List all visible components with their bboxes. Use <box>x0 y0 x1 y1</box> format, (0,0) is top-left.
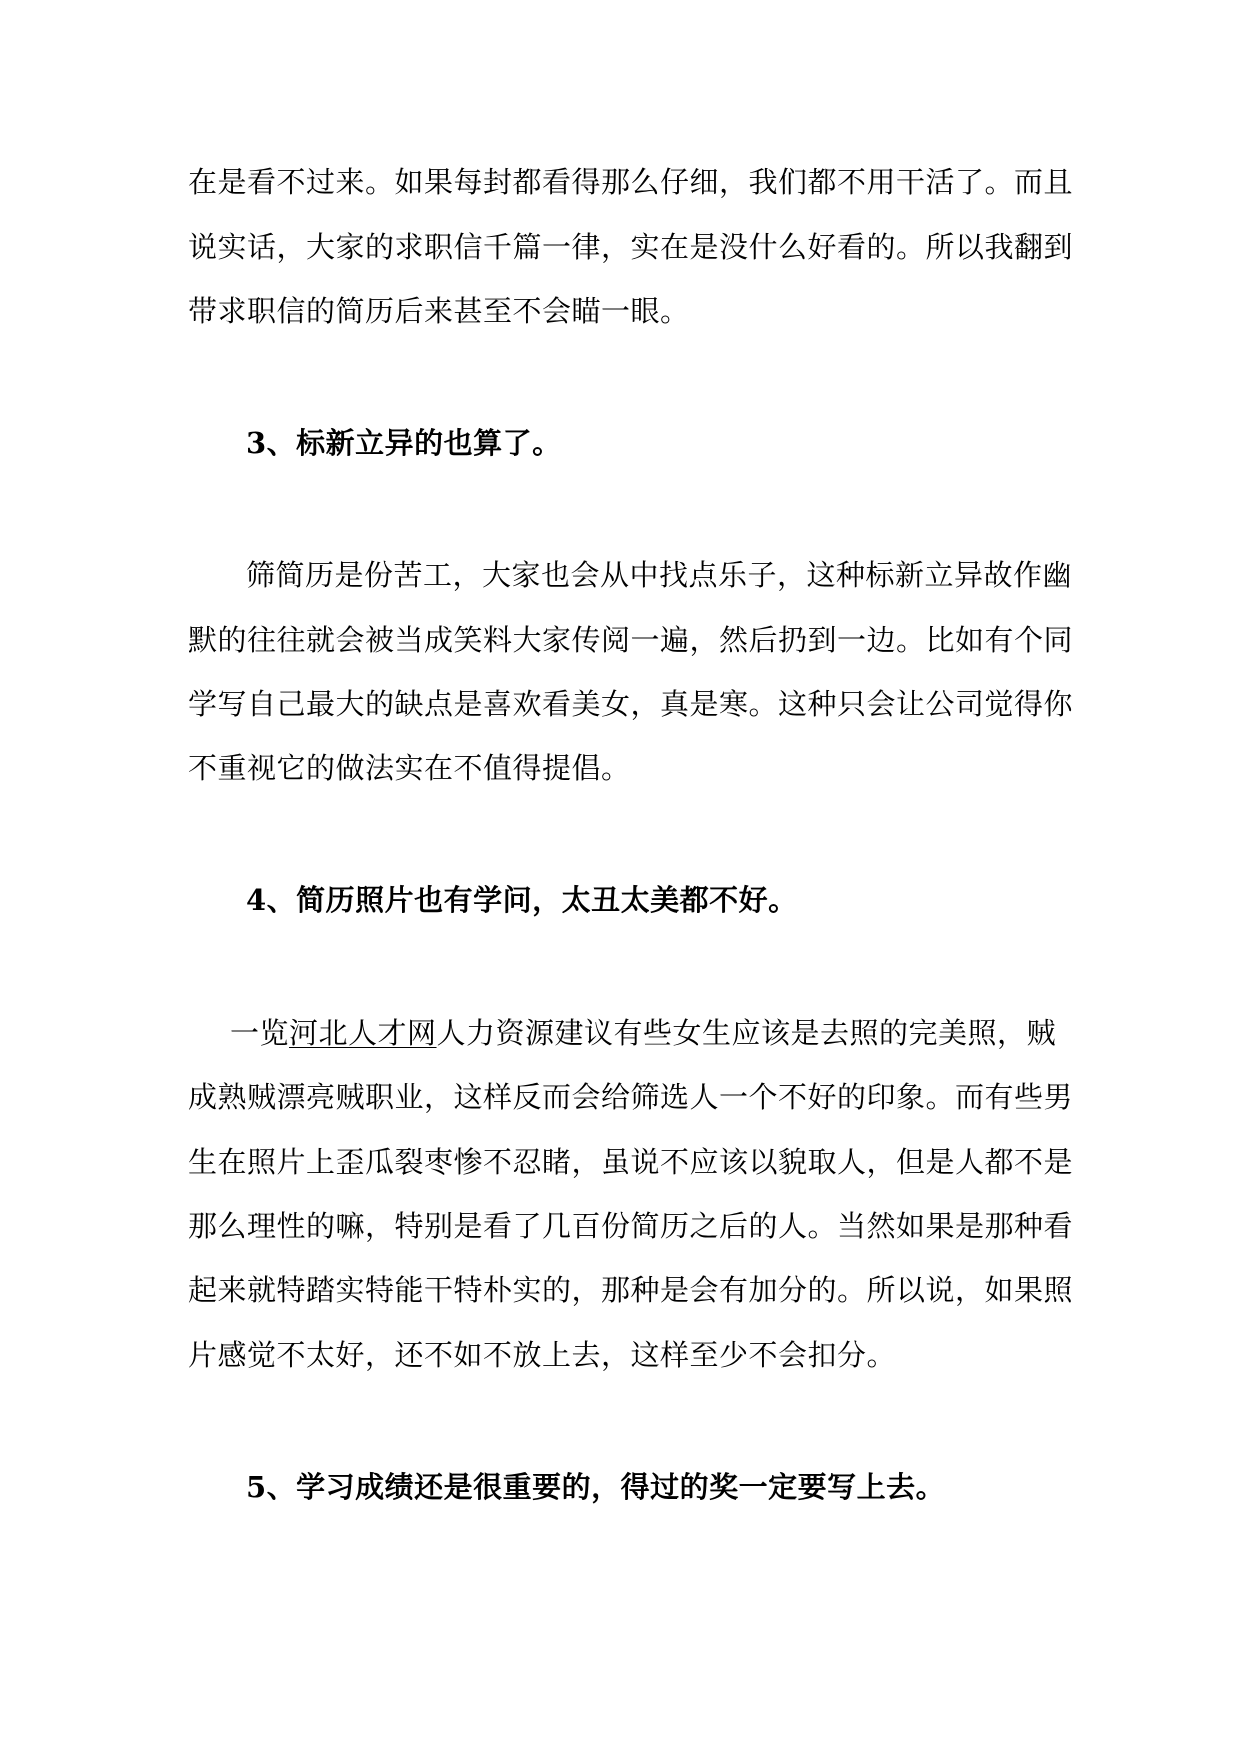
paragraph-line: 筛简历是份苦工，大家也会从中找点乐子，这种标新立异故作幽 <box>246 558 1073 592</box>
section-heading: 3、标新立异的也算了。 <box>246 426 562 460</box>
paragraph-line: 说实话，大家的求职信千篇一律，实在是没什么好看的。所以我翻到 <box>188 230 1074 264</box>
paragraph-line: 成熟贼漂亮贼职业，这样反而会给筛选人一个不好的印象。而有些男 <box>188 1080 1074 1114</box>
paragraph-line: 学写自己最大的缺点是喜欢看美女，真是寒。这种只会让公司觉得你 <box>188 687 1074 721</box>
paragraph-line: 片感觉不太好，还不如不放上去，这样至少不会扣分。 <box>188 1338 897 1372</box>
section-heading: 5、学习成绩还是很重要的，得过的奖一定要写上去。 <box>246 1470 946 1504</box>
paragraph-line: 在是看不过来。如果每封都看得那么仔细，我们都不用干活了。而且 <box>188 165 1074 199</box>
paragraph-text: 人力资源建议有些女生应该是去照的完美照，贼 <box>436 1016 1057 1050</box>
paragraph-line <box>230 1013 1056 1053</box>
paragraph-line: 那么理性的嘛，特别是看了几百份简历之后的人。当然如果是那种看 <box>188 1209 1074 1243</box>
paragraph-line: 起来就特踏实特能干特朴实的，那种是会有加分的。所以说，如果照 <box>188 1273 1074 1307</box>
paragraph-line: 不重视它的做法实在不值得提倡。 <box>188 751 631 785</box>
paragraph-line: 默的往往就会被当成笑料大家传阅一遍，然后扔到一边。比如有个同 <box>188 623 1074 657</box>
hebei-rencai-link[interactable]: 河北人才网 <box>289 1016 437 1050</box>
section-heading: 4、简历照片也有学问，太丑太美都不好。 <box>246 883 798 917</box>
paragraph-text: 一览 <box>230 1016 290 1050</box>
paragraph-line: 带求职信的简历后来甚至不会瞄一眼。 <box>188 294 690 328</box>
paragraph-line: 生在照片上歪瓜裂枣惨不忍睹，虽说不应该以貌取人，但是人都不是 <box>188 1145 1074 1179</box>
